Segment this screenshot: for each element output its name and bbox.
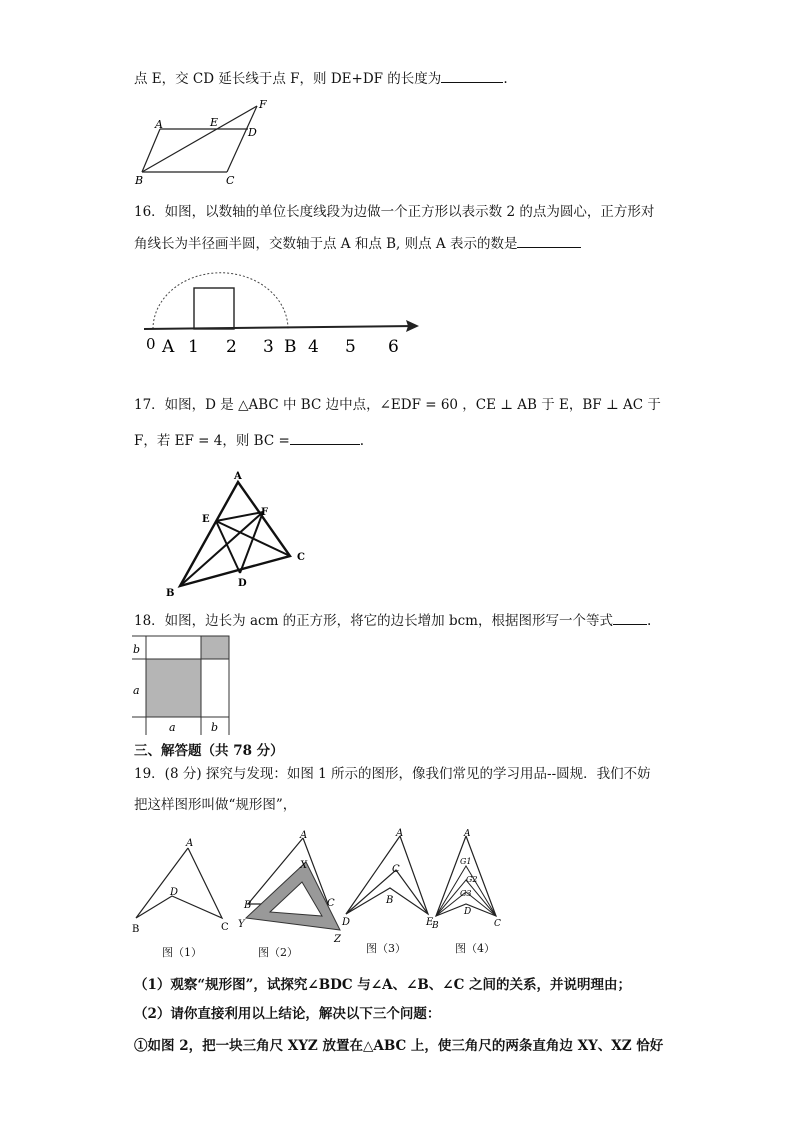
q16-tick-5: 5	[345, 337, 356, 357]
q16-tick-2: 2	[226, 337, 237, 357]
fig4-label-d: D	[464, 907, 472, 917]
q16-line1: 16．如图，以数轴的单位长度线段为边做一个正方形以表示数 2 的点为圆心，正方形对	[134, 204, 655, 220]
q15-tail: 点 E，交 CD 延长线于点 F，则 DE+DF 的长度为	[134, 71, 442, 87]
q19-fig4	[430, 826, 510, 936]
q15-end: .	[503, 71, 508, 87]
q15-text	[134, 68, 508, 88]
q19-fig3	[340, 826, 440, 932]
q17-line2	[134, 430, 364, 450]
q15-label-a: A	[155, 118, 163, 131]
q18-end: .	[646, 613, 652, 629]
q18-label-b-side: b	[133, 643, 141, 656]
q17-answer-blank[interactable]	[290, 430, 360, 445]
q16-tick-6: 6	[388, 337, 399, 357]
fig2-label-x: X	[300, 860, 308, 871]
q19-part1: （1）观察“规形图”，试探究∠BDC 与∠A、∠B、∠C 之间的关系，并说明理由；	[134, 977, 632, 993]
q16-line2	[134, 233, 581, 253]
fig4-label-g1: G1	[460, 857, 472, 866]
fig2-label-c: C	[327, 898, 335, 909]
fig3-label-a: A	[396, 828, 404, 839]
fig4-caption: 图（4）	[455, 942, 495, 955]
q15-label-d: D	[248, 126, 257, 139]
q18-figure	[130, 634, 235, 736]
q16-tick-1: 1	[188, 337, 199, 357]
fig4-label-g3: G3	[460, 889, 472, 898]
section-3-heading: 三、解答题（共 78 分）	[134, 743, 284, 759]
fig2-caption: 图（2）	[258, 946, 298, 959]
q15-label-e: E	[210, 116, 219, 129]
q17-label-f: F	[261, 507, 269, 518]
fig1-label-b: B	[132, 924, 140, 935]
q17-label-e: E	[202, 514, 210, 525]
q18-label-a-side: a	[133, 684, 140, 697]
q15-label-f: F	[259, 98, 267, 111]
fig2-label-z: Z	[334, 934, 341, 945]
q16-line2-text: 角线长为半径画半圆，交数轴于点 A 和点 B, 则点 A 表示的数是	[134, 236, 518, 252]
q16-tick-4: 4	[308, 337, 319, 357]
q17-line2-text: F，若 EF = 4，则 BC =	[134, 433, 290, 449]
q17-label-c: C	[297, 552, 305, 563]
q15-label-c: C	[226, 174, 235, 187]
q18-label-b-bottom: b	[211, 721, 219, 734]
q17-label-a: A	[234, 471, 242, 482]
q18-text: 18．如图，边长为 acm 的正方形，将它的边长增加 bcm，根据图形写一个等式	[134, 613, 613, 629]
q16-tick-0: 0	[146, 335, 156, 353]
q16-answer-blank[interactable]	[517, 233, 581, 248]
fig1-label-a: A	[186, 838, 194, 849]
q15-answer-blank[interactable]	[441, 68, 503, 83]
fig2-label-b: B	[244, 900, 252, 911]
fig3-caption: 图（3）	[366, 942, 406, 955]
q17-end: .	[359, 433, 365, 449]
fig1-label-d: D	[170, 887, 179, 898]
fig2-label-a: A	[300, 830, 308, 841]
fig4-label-c: C	[494, 919, 501, 929]
fig4-label-b: B	[432, 921, 439, 931]
q19-part2: （2）请你直接利用以上结论，解决以下三个问题：	[134, 1006, 441, 1022]
fig3-label-b: B	[386, 895, 394, 906]
q16-tick-3: 3	[263, 337, 274, 357]
fig4-label-a: A	[464, 829, 471, 839]
q17-figure	[160, 470, 320, 600]
q16-tick-b: B	[284, 337, 297, 357]
q17-label-b: B	[166, 588, 175, 599]
fig3-label-c: C	[392, 864, 400, 875]
q19-part2-item1: ①如图 2，把一块三角尺 XYZ 放置在△ABC 上，使三角尺的两条直角边 XY、XZ 恰好	[134, 1038, 664, 1054]
fig2-label-y: Y	[238, 919, 245, 930]
q18-line1	[134, 610, 651, 630]
q16-figure	[138, 266, 428, 361]
q17-label-d: D	[238, 578, 247, 589]
q19-line2: 把这样图形叫做“规形图”，	[134, 797, 297, 813]
fig1-caption: 图（1）	[162, 946, 202, 959]
q16-tick-a: A	[162, 337, 175, 357]
fig4-label-g2: G2	[466, 875, 478, 884]
q18-answer-blank[interactable]	[613, 610, 647, 625]
q19-fig1	[130, 836, 238, 936]
fig3-label-e: E	[426, 917, 434, 928]
fig3-label-d: D	[342, 917, 351, 928]
q19-fig2	[236, 828, 346, 946]
q19-line1: 19．(8 分) 探究与发现：如图 1 所示的图形，像我们常见的学习用品--圆规．我们不妨	[134, 766, 651, 782]
q15-label-b: B	[135, 174, 144, 187]
q15-figure	[130, 98, 280, 193]
q18-label-a-bottom: a	[169, 721, 176, 734]
q17-line1: 17．如图，D 是 △ABC 中 BC 边中点，∠EDF = 60 ，CE ⊥ AB 于 E，BF ⊥ AC 于	[134, 397, 661, 413]
fig1-label-c: C	[221, 922, 229, 933]
